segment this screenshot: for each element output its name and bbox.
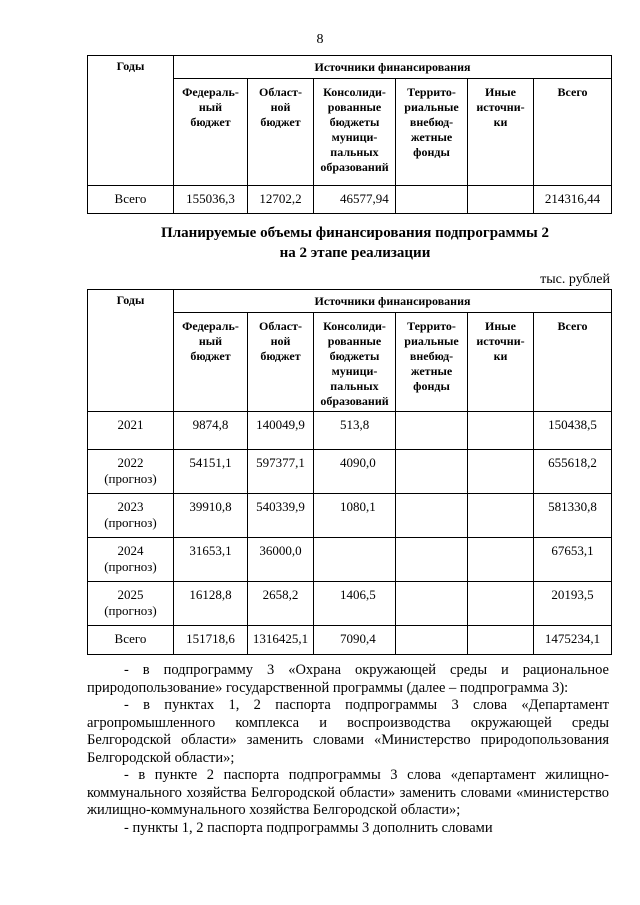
col-territorial: Террито- риальные внебюд- жетные фонды [396, 313, 468, 412]
cell: 597377,1 [248, 450, 314, 494]
cell: 155036,3 [174, 186, 248, 214]
cell: 54151,1 [174, 450, 248, 494]
cell: 16128,8 [174, 582, 248, 626]
cell: 140049,9 [248, 412, 314, 450]
cell: 39910,8 [174, 494, 248, 538]
table-row [88, 450, 612, 494]
table-row [88, 186, 612, 214]
cell [396, 582, 468, 626]
cell: 31653,1 [174, 538, 248, 582]
col-total: Всего [534, 79, 612, 186]
header-years: Годы [88, 56, 174, 186]
cell [468, 626, 534, 655]
col-municipal: Консолиди- рованные бюджеты муници- пальных образований [314, 79, 396, 186]
cell [396, 494, 468, 538]
cell: 540339,9 [248, 494, 314, 538]
paragraph: - в пункте 2 паспорта подпрограммы 3 слова «департамент жилищно-коммунального хозяйства Белгородской области» заменить словами «министерство жилищно-коммунального хозяйства Белгородской области»; [87, 767, 609, 818]
cell: 150438,5 [534, 412, 612, 450]
cell: 12702,2 [248, 186, 314, 214]
cell [468, 450, 534, 494]
funding-table-summary [87, 55, 612, 214]
cell [468, 412, 534, 450]
cell: 1080,1 [314, 494, 396, 538]
cell [396, 186, 468, 214]
cell [468, 538, 534, 582]
cell: 513,8 [314, 412, 396, 450]
cell [314, 538, 396, 582]
col-other: Иные источни- ки [468, 313, 534, 412]
cell: 1316425,1 [248, 626, 314, 655]
cell: 1475234,1 [534, 626, 612, 655]
header-sources: Источники финансирования [174, 290, 612, 313]
cell: 655618,2 [534, 450, 612, 494]
col-territorial: Террито- риальные внебюд- жетные фонды [396, 79, 468, 186]
row-label: 2022 (прогноз) [88, 450, 174, 494]
row-label: 2025 (прогноз) [88, 582, 174, 626]
col-regional: Област- ной бюджет [248, 313, 314, 412]
cell [468, 582, 534, 626]
col-regional: Област- ной бюджет [248, 79, 314, 186]
cell: 214316,44 [534, 186, 612, 214]
cell: 67653,1 [534, 538, 612, 582]
cell: 2658,2 [248, 582, 314, 626]
page-number: 8 [316, 32, 324, 47]
table-row [88, 494, 612, 538]
row-label: 2023 (прогноз) [88, 494, 174, 538]
header-years: Годы [88, 290, 174, 412]
table-row [88, 582, 612, 626]
cell: 36000,0 [248, 538, 314, 582]
cell [396, 626, 468, 655]
cell: 7090,4 [314, 626, 396, 655]
table-row [88, 412, 612, 450]
paragraph: - в подпрограмму 3 «Охрана окружающей среды и рациональное природопользование» государственной программы (далее – подпрограмма 3): [87, 662, 609, 696]
unit-label: тыс. рублей [540, 272, 610, 287]
row-label: 2021 [88, 412, 174, 450]
cell: 151718,6 [174, 626, 248, 655]
table-row [88, 538, 612, 582]
section-title: Планируемые объемы финансирования подпрограммы 2 на 2 этапе реализации [161, 225, 549, 261]
col-other: Иные источни- ки [468, 79, 534, 186]
cell [468, 494, 534, 538]
cell [396, 450, 468, 494]
paragraph: - пункты 1, 2 паспорта подпрограммы 3 дополнить словами [124, 819, 493, 836]
cell [396, 412, 468, 450]
funding-table-stage2 [87, 289, 612, 655]
col-municipal: Консолиди- рованные бюджеты муници- пальных образований [314, 313, 396, 412]
cell [468, 186, 534, 214]
row-label: 2024 (прогноз) [88, 538, 174, 582]
row-label: Всего [88, 186, 174, 214]
table-row [88, 626, 612, 655]
col-federal: Федераль- ный бюджет [174, 313, 248, 412]
cell: 20193,5 [534, 582, 612, 626]
cell: 1406,5 [314, 582, 396, 626]
col-total: Всего [534, 313, 612, 412]
cell: 46577,94 [314, 186, 396, 214]
cell: 4090,0 [314, 450, 396, 494]
col-federal: Федераль- ный бюджет [174, 79, 248, 186]
paragraph: - в пунктах 1, 2 паспорта подпрограммы 3 слова «Департамент агропромышленного комплекса и воспроизводства окружающей среды Белгородской области» заменить словами «Министерство природопользования Белгородской области»; [87, 697, 609, 766]
body-text [87, 662, 609, 837]
cell: 581330,8 [534, 494, 612, 538]
cell: 9874,8 [174, 412, 248, 450]
row-label: Всего [88, 626, 174, 655]
header-sources: Источники финансирования [174, 56, 612, 79]
cell [396, 538, 468, 582]
